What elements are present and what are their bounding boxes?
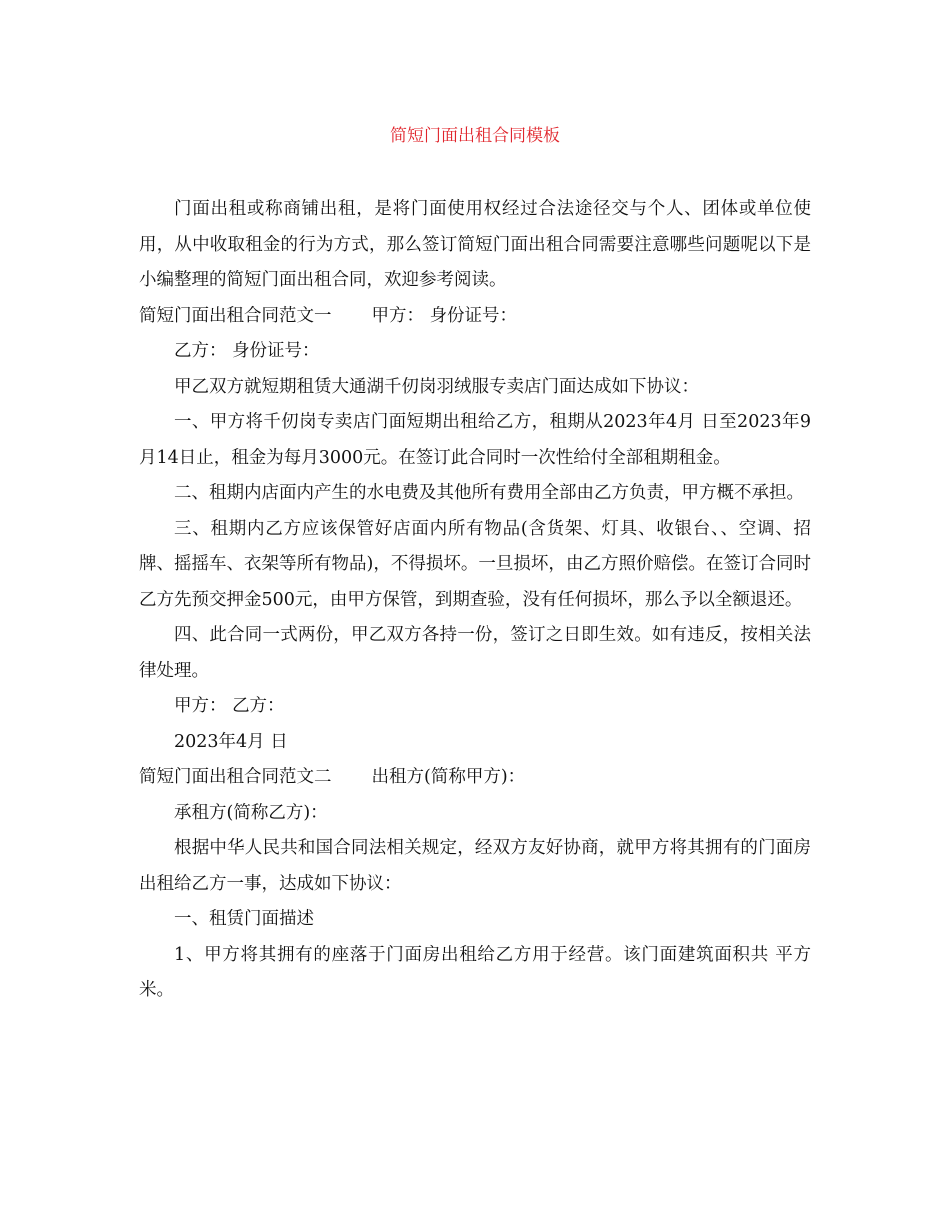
sample1-clause-1: 一、甲方将千仞岗专卖店门面短期出租给乙方，租期从2023年4月 日至2023年9月14日止，租金为每月3000元。在签订此合同时一次性给付全部租期租金。 [139,412,811,468]
sample1-clause-2: 二、租期内店面内产生的水电费及其他所有费用全部由乙方负责，甲方概不承担。 [174,483,804,503]
sample1-clause-3: 三、租期内乙方应该保管好店面内所有物品(含货架、灯具、收银台、、空调、招牌、摇摇车、衣架等所有物品)，不得损坏。一旦损坏，由乙方照价赔偿。在签订合同时乙方先预交押金500元，由甲方保管，到期查验，没有任何损坏，那么予以全额退还。 [139,518,811,610]
sample1-date: 2023年4月 日 [174,731,288,752]
sample1-preamble: 甲乙双方就短期租赁大通湖千仞岗羽绒服专卖店门面达成如下协议： [174,376,699,397]
sample2-preamble: 根据中华人民共和国合同法相关规定，经双方友好协商，就甲方将其拥有的门面房出租给乙方一事，达成如下协议： [139,838,811,894]
sample1-signatures: 甲方： 乙方： [174,696,285,716]
document-title: 简短门面出租合同模板 [390,126,560,146]
sample1-clause-4: 四、此合同一式两份，甲乙双方各持一份，签订之日即生效。如有违反，按相关法律处理。 [139,625,811,681]
document-body [139,192,811,1009]
sample2-lessor: 出租方(简称甲方)： [371,767,526,787]
sample1-heading-line [139,299,811,335]
intro-paragraph: 门面出租或称商铺出租，是将门面使用权经过合法途径交与个人、团体或单位使用，从中收取租金的行为方式，那么签订简短门面出租合同需要注意哪些问题呢以下是小编整理的简短门面出租合同，欢迎参考阅读。 [139,199,811,290]
sample2-lessee: 承租方(简称乙方)： [174,802,328,823]
sample1-party-b: 乙方： 身份证号： [174,341,320,361]
sample2-heading-line [139,760,811,796]
sample1-party-a: 甲方： 身份证号： [371,305,518,326]
sample2-item-1: 1、甲方将其拥有的座落于门面房出租给乙方用于经营。该门面建筑面积共 平方米。 [139,944,811,1000]
sample2-section-1: 一、租赁门面描述 [174,909,314,929]
sample1-heading: 简短门面出租合同范文一 [139,305,332,326]
sample2-heading: 简短门面出租合同范文二 [139,767,332,787]
